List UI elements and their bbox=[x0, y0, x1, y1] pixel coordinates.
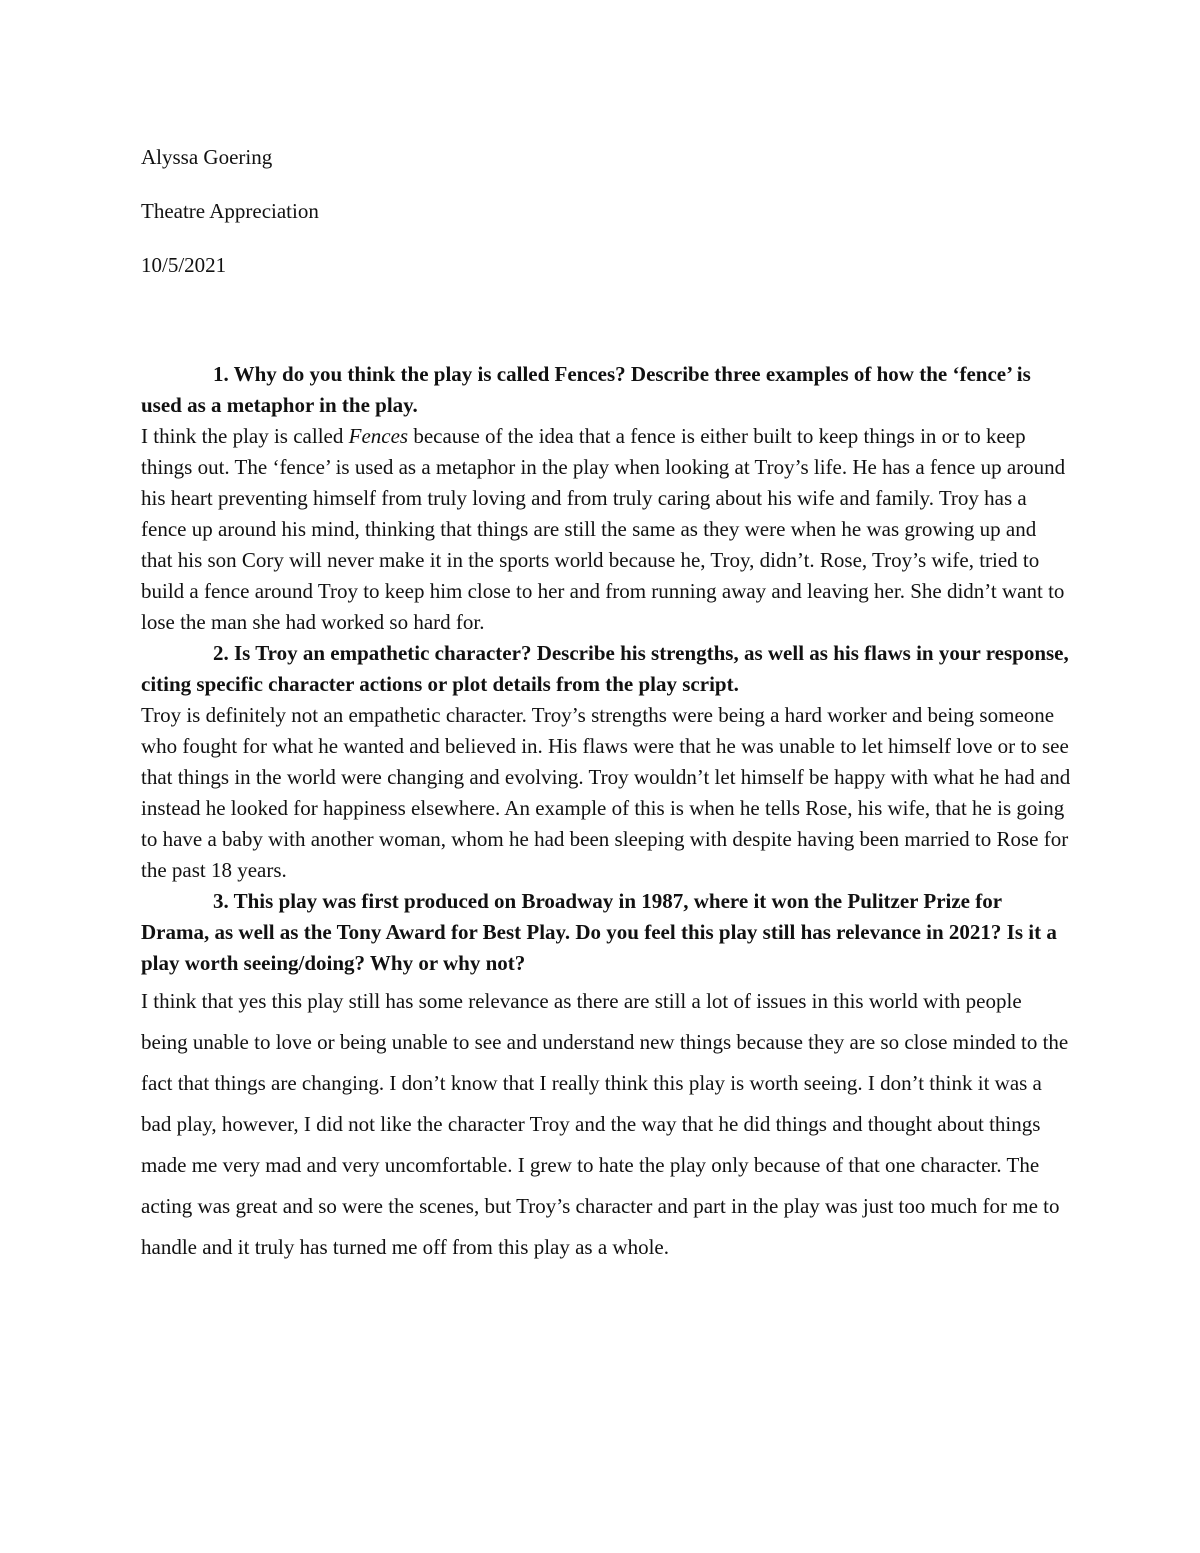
question-1 bbox=[141, 359, 1071, 421]
question-number: 2. bbox=[213, 641, 229, 665]
answer-1 bbox=[141, 421, 1071, 638]
question-block-3 bbox=[141, 886, 1071, 1268]
question-text: Why do you think the play is called Fences? Describe three examples of how the ‘fence’ is used as a metaphor in the play. bbox=[141, 362, 1031, 417]
course-name: Theatre Appreciation bbox=[141, 199, 319, 223]
question-3 bbox=[141, 886, 1071, 979]
document-date: 10/5/2021 bbox=[141, 253, 227, 277]
question-number: 1. bbox=[213, 362, 229, 386]
author-name: Alyssa Goering bbox=[141, 145, 273, 169]
play-title: Fences bbox=[348, 424, 409, 448]
question-text: This play was first produced on Broadway in 1987, where it won the Pulitzer Prize for Drama, as well as the Tony Award for Best Play. Do you feel this play still has relevance in 2021? Is it a play worth seeing/doing? Why or why not? bbox=[141, 889, 1057, 975]
document-body bbox=[141, 359, 1071, 1268]
answer-text-pre: I think the play is called bbox=[141, 424, 349, 448]
question-2 bbox=[141, 638, 1071, 700]
answer-text-post: because of the idea that a fence is either built to keep things in or to keep things out. The ‘fence’ is used as a metaphor in the play when looking at Troy’s life. He has a fence up around his heart preventing himself from truly loving and from truly caring about his wife and family. Troy has a fence up around his mind, thinking that things are still the same as they were when he was growing up and that his son Cory will never make it in the sports world because he, Troy, didn’t. Rose, Troy’s wife, tried to build a fence around Troy to keep him close to her and from running away and leaving her. She didn’t want to lose the man she had worked so hard for. bbox=[141, 424, 1066, 634]
question-block-1 bbox=[141, 359, 1071, 638]
answer-2: Troy is definitely not an empathetic character. Troy’s strengths were being a hard worker and being someone who fought for what he wanted and believed in. His flaws were that he was unable to let himself love or to see that things in the world were changing and evolving. Troy wouldn’t let himself be happy with what he had and instead he looked for happiness elsewhere. An example of this is when he tells Rose, his wife, that he is going to have a baby with another woman, whom he had been sleeping with despite having been married to Rose for the past 18 years. bbox=[141, 703, 1071, 882]
question-block-2 bbox=[141, 638, 1071, 886]
answer-3: I think that yes this play still has some relevance as there are still a lot of issues in this world with people being unable to love or being unable to see and understand new things because they are so close minded to the fact that things are changing. I don’t know that I really think this play is worth seeing. I don’t think it was a bad play, however, I did not like the character Troy and the way that he did things and thought about things made me very mad and very uncomfortable. I grew to hate the play only because of that one character. The acting was great and so were the scenes, but Troy’s character and part in the play was just too much for me to handle and it truly has turned me off from this play as a whole. bbox=[141, 989, 1069, 1259]
question-number: 3. bbox=[213, 889, 229, 913]
question-text: Is Troy an empathetic character? Describe his strengths, as well as his flaws in your response, citing specific character actions or plot details from the play script. bbox=[141, 641, 1069, 696]
